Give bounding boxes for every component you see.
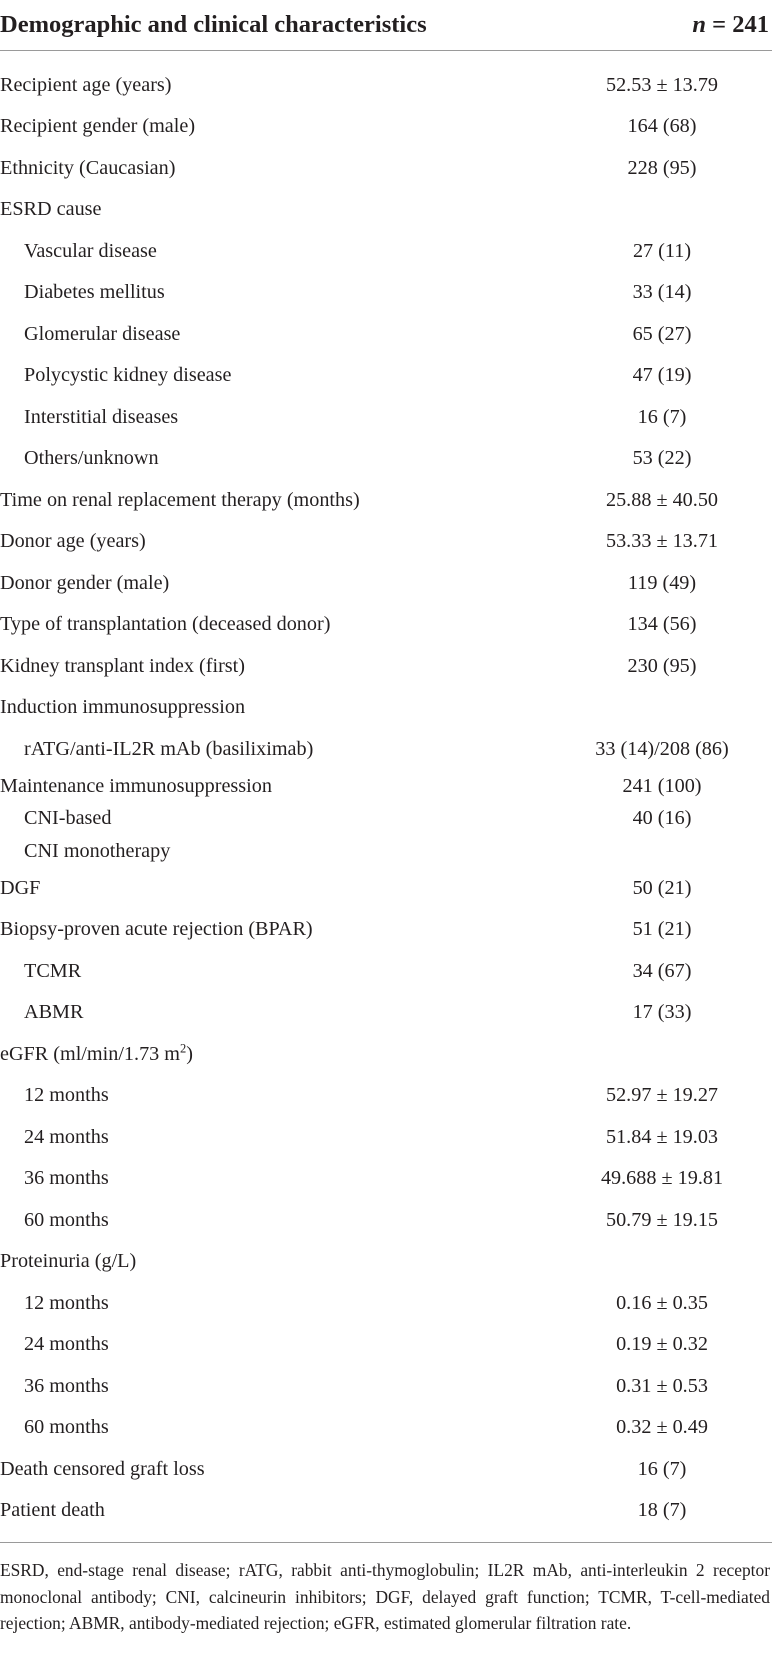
table-row: [0, 355, 772, 397]
footer-rule: [0, 1542, 772, 1543]
row-label-egfr: [0, 1040, 194, 1065]
table-row: [0, 1448, 772, 1490]
table-footnote: ESRD, end-stage renal disease; rATG, rabbit anti-thymoglobulin; IL2R mAb, anti-interleukin 2 receptor monoclonal antibody; CNI, calcineurin inhibitors; DGF, delayed graft function; TCMR, T-cell-mediated rejection; ABMR, antibody-mediated rejection; eGFR, estimated glomerular filtration rate.: [0, 1560, 770, 1633]
row-label: Recipient gender (male): [0, 115, 196, 138]
row-label: Time on renal replacement therapy (months): [0, 488, 360, 511]
row-value: 49.688 ± 19.81: [600, 1167, 724, 1190]
row-label: Recipient age (years): [0, 73, 172, 96]
table-row: [0, 1407, 772, 1449]
row-label: 60 months: [24, 1416, 109, 1439]
table-row: [0, 645, 772, 687]
row-label: Maintenance immunosuppression: [0, 774, 272, 797]
header-n-variable: n: [692, 11, 707, 38]
row-label: Vascular disease: [24, 239, 157, 262]
row-label: 12 months: [24, 1084, 109, 1107]
table-row: [0, 1490, 772, 1532]
row-value: 228 (95): [627, 156, 697, 179]
row-label: TCMR: [24, 959, 82, 982]
table-row: [0, 562, 772, 604]
row-label: Polycystic kidney disease: [24, 364, 232, 387]
row-value: 0.19 ± 0.32: [616, 1333, 708, 1356]
row-value: 0.32 ± 0.49: [616, 1416, 708, 1439]
row-label: ESRD cause: [0, 198, 102, 221]
row-label: Glomerular disease: [24, 322, 181, 345]
table-header: [0, 0, 772, 50]
row-value: 164 (68): [627, 115, 697, 138]
row-value: 51.84 ± 19.03: [605, 1125, 719, 1148]
egfr-label-superscript: 2: [180, 1040, 187, 1055]
row-label: DGF: [0, 876, 41, 899]
row-label: Donor age (years): [0, 530, 146, 553]
row-label: rATG/anti-IL2R mAb (basiliximab): [24, 737, 314, 760]
row-label: 60 months: [24, 1208, 109, 1231]
header-n-value: = 241: [706, 11, 769, 38]
row-value: 50.79 ± 19.15: [605, 1208, 719, 1231]
row-value: 53.33 ± 13.71: [605, 530, 719, 553]
table-row: [0, 64, 772, 106]
row-label: Kidney transplant index (first): [0, 654, 245, 677]
table-row: [0, 1199, 772, 1241]
egfr-label-text: eGFR (ml/min/1.73 m: [0, 1042, 181, 1065]
table-row: [0, 396, 772, 438]
table-row-section: [0, 189, 772, 231]
row-label: Donor gender (male): [0, 571, 170, 594]
table-row: [0, 770, 772, 803]
table-row: [0, 1324, 772, 1366]
row-value: 47 (19): [632, 364, 692, 387]
table-row: [0, 992, 772, 1034]
table-row-section: [0, 1033, 772, 1075]
row-value: 16 (7): [637, 1457, 687, 1480]
row-value: 50 (21): [632, 876, 692, 899]
row-label: CNI-based: [24, 807, 112, 830]
row-label: CNI monotherapy: [24, 839, 171, 862]
row-value: 17 (33): [632, 1001, 692, 1024]
table-row: [0, 147, 772, 189]
table-row: [0, 1075, 772, 1117]
table-row: [0, 1365, 772, 1407]
row-value: 0.16 ± 0.35: [616, 1291, 708, 1314]
row-value: 18 (7): [637, 1499, 687, 1522]
row-value: 33 (14)/208 (86): [595, 737, 729, 760]
row-value: 27 (11): [632, 239, 692, 262]
row-label: Patient death: [0, 1499, 105, 1522]
row-label: Biopsy-proven acute rejection (BPAR): [0, 918, 313, 941]
row-value: 52.97 ± 19.27: [605, 1084, 719, 1107]
row-label: Death censored graft loss: [0, 1457, 205, 1480]
table-row: [0, 728, 772, 770]
header-sample-size: [692, 11, 769, 39]
table-row: [0, 106, 772, 148]
table-row: [0, 438, 772, 480]
table-row: [0, 950, 772, 992]
row-value: 230 (95): [627, 654, 697, 677]
row-value: 40 (16): [632, 807, 692, 830]
header-characteristics: Demographic and clinical characteristics: [0, 11, 427, 38]
table-row: [0, 802, 772, 835]
row-label: Type of transplantation (deceased donor): [0, 613, 331, 636]
table-row: [0, 1116, 772, 1158]
table-row: [0, 230, 772, 272]
table-row: [0, 272, 772, 314]
table-row: [0, 867, 772, 909]
row-value: 51 (21): [632, 918, 692, 941]
table-row: [0, 1158, 772, 1200]
row-label: Interstitial diseases: [24, 405, 179, 428]
table-row-section: [0, 1241, 772, 1283]
row-label: ABMR: [24, 1001, 84, 1024]
table-row: [0, 604, 772, 646]
table-row: [0, 313, 772, 355]
row-value: 241 (100): [622, 774, 702, 797]
row-value: 65 (27): [632, 322, 692, 345]
table-row-section: [0, 687, 772, 729]
row-value: 53 (22): [632, 447, 692, 470]
row-label: 36 months: [24, 1374, 109, 1397]
row-label: 36 months: [24, 1167, 109, 1190]
row-value: 52.53 ± 13.79: [605, 73, 719, 96]
row-label: 12 months: [24, 1291, 109, 1314]
row-label: 24 months: [24, 1125, 109, 1148]
row-label: Others/unknown: [24, 447, 159, 470]
row-value: 16 (7): [637, 405, 687, 428]
egfr-label-tail: ): [186, 1042, 194, 1065]
row-value: 134 (56): [627, 613, 697, 636]
table-row: [0, 1282, 772, 1324]
row-label: Induction immunosuppression: [0, 696, 246, 719]
row-value: 25.88 ± 40.50: [605, 488, 719, 511]
table-row: [0, 521, 772, 563]
row-value: 119 (49): [627, 571, 697, 594]
table-body: [0, 64, 772, 1531]
table-row: [0, 909, 772, 951]
row-value: 33 (14): [632, 281, 692, 304]
row-label: 24 months: [24, 1333, 109, 1356]
row-label: Diabetes mellitus: [24, 281, 165, 304]
table-row: [0, 835, 772, 868]
row-value: 0.31 ± 0.53: [616, 1374, 708, 1397]
row-label: Proteinuria (g/L): [0, 1250, 137, 1273]
table-row: [0, 479, 772, 521]
row-value: 34 (67): [632, 959, 692, 982]
row-label: Ethnicity (Caucasian): [0, 156, 176, 179]
header-rule: [0, 50, 772, 51]
